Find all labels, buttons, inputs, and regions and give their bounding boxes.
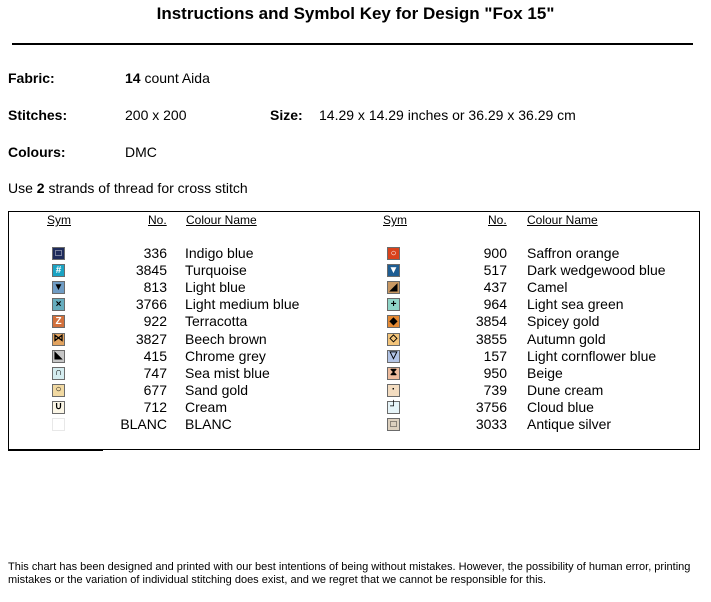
colour-name: Spicey gold [527, 313, 600, 330]
fabric-value [125, 70, 210, 86]
colour-number: 677 [143, 381, 167, 398]
strands-pre: Use [8, 180, 37, 196]
colour-number: 813 [143, 279, 167, 296]
strands-count: 2 [36, 180, 45, 196]
stitches-label: Stitches: [8, 107, 68, 123]
title-divider [12, 43, 693, 45]
colour-name: Chrome grey [185, 347, 266, 364]
colour-name: Light blue [185, 279, 246, 296]
fabric-count: 14 [125, 70, 141, 86]
stitch-symbol-icon: + [387, 298, 400, 311]
colour-number: 739 [483, 381, 507, 398]
stitch-symbol-icon: # [52, 264, 65, 277]
table-row [0, 313, 711, 330]
stitches-value: 200 x 200 [125, 107, 187, 123]
stitch-symbol-icon: ▽ [387, 350, 400, 363]
header-name-right: Colour Name [527, 213, 598, 227]
stitch-symbol-icon: ⧗ [387, 367, 400, 380]
stitch-symbol-icon: ◢ [387, 281, 400, 294]
stitch-symbol-icon: ◆ [387, 315, 400, 328]
colour-number: 950 [483, 364, 507, 381]
stitch-symbol-icon: ◇ [387, 333, 400, 346]
size-value: 14.29 x 14.29 inches or 36.29 x 36.29 cm [319, 107, 576, 123]
colour-number: 437 [483, 279, 507, 296]
colour-name: Light cornflower blue [527, 347, 657, 364]
colour-number: 3845 [135, 262, 167, 279]
colour-name: Sand gold [185, 381, 249, 398]
stitch-symbol-icon: ▼ [53, 281, 64, 293]
stitch-symbol-icon: ⋈ [53, 333, 64, 344]
stitch-symbol-icon: · [387, 384, 400, 397]
table-row [0, 365, 711, 382]
table-row [0, 331, 711, 348]
stitch-symbol-icon: ○ [387, 247, 400, 260]
colour-number: 3855 [475, 330, 507, 347]
colour-number: BLANC [120, 416, 167, 432]
colours-value: DMC [125, 144, 157, 160]
colour-number: 712 [143, 398, 167, 415]
strands-post: strands of thread for cross stitch [44, 180, 248, 196]
colours-label: Colours: [8, 144, 66, 160]
colour-number: 964 [483, 296, 507, 313]
colour-name: Cloud blue [527, 398, 594, 415]
colour-name: Camel [527, 279, 568, 296]
colour-number: 3854 [475, 313, 507, 330]
disclaimer: This chart has been designed and printed with our best intentions of being without mistakes. However, the possibility of human error, printing mistakes or the variation of individual stitching does exist, and we regret that we cannot be responsible for this. [8, 561, 691, 586]
colour-name: Dune cream [527, 381, 604, 398]
stitch-symbol-icon: □ [52, 247, 65, 260]
stitch-symbol-icon: ┘ [387, 401, 400, 414]
colour-name: Saffron orange [527, 245, 620, 261]
table-row [0, 416, 711, 433]
strands-instruction [8, 180, 248, 196]
table-row [0, 382, 711, 399]
colour-name: Sea mist blue [185, 364, 270, 381]
colour-number: 415 [143, 347, 167, 364]
colour-number: 3756 [475, 398, 507, 415]
table-row [0, 262, 711, 279]
header-sym-left: Sym [47, 213, 71, 227]
stitch-symbol-icon: ○ [52, 384, 65, 397]
table-row [0, 296, 711, 313]
colour-number: 922 [143, 313, 167, 330]
colour-number: 747 [143, 364, 167, 381]
table-row [0, 245, 711, 262]
table-underline [8, 450, 103, 451]
stitch-symbol-icon: ∩ [52, 367, 65, 380]
table-row [0, 279, 711, 296]
colour-name: Dark wedgewood blue [527, 262, 666, 279]
colour-number: 517 [483, 262, 507, 279]
stitch-symbol-icon: □ [387, 418, 400, 431]
colour-number: 3766 [135, 296, 167, 313]
colour-number: 3827 [135, 330, 167, 347]
colour-name: Beige [527, 364, 563, 381]
colour-name: Beech brown [185, 330, 267, 347]
size-label: Size: [270, 107, 303, 123]
colour-name: Cream [185, 398, 228, 415]
colour-name: Light sea green [527, 296, 624, 313]
page-title: Instructions and Symbol Key for Design "Fox 15" [156, 4, 555, 23]
colour-name: Autumn gold [527, 330, 606, 347]
fabric-type: count Aida [140, 70, 210, 86]
header-no-right: No. [488, 213, 507, 227]
colour-number: 900 [483, 245, 507, 261]
colour-name: BLANC [185, 416, 232, 432]
colour-name: Indigo blue [185, 245, 254, 261]
header-name-left: Colour Name [186, 213, 257, 227]
colour-number: 336 [143, 245, 167, 261]
colour-number: 3033 [475, 416, 507, 432]
colour-name: Antique silver [527, 416, 612, 432]
stitch-symbol-icon: ◣ [52, 350, 65, 363]
colour-number: 157 [483, 347, 507, 364]
header-sym-right: Sym [383, 213, 407, 227]
stitch-symbol-icon: × [52, 298, 65, 311]
table-row [0, 399, 711, 416]
stitch-symbol-icon: ▼ [388, 264, 399, 276]
header-no-left: No. [148, 213, 167, 227]
colour-name: Turquoise [185, 262, 247, 279]
colour-name: Terracotta [185, 313, 248, 330]
stitch-symbol-icon: Z [52, 315, 65, 328]
table-row [0, 348, 711, 365]
stitch-symbol-icon: ∪ [52, 401, 65, 414]
fabric-label: Fabric: [8, 70, 55, 86]
colour-name: Light medium blue [185, 296, 300, 313]
